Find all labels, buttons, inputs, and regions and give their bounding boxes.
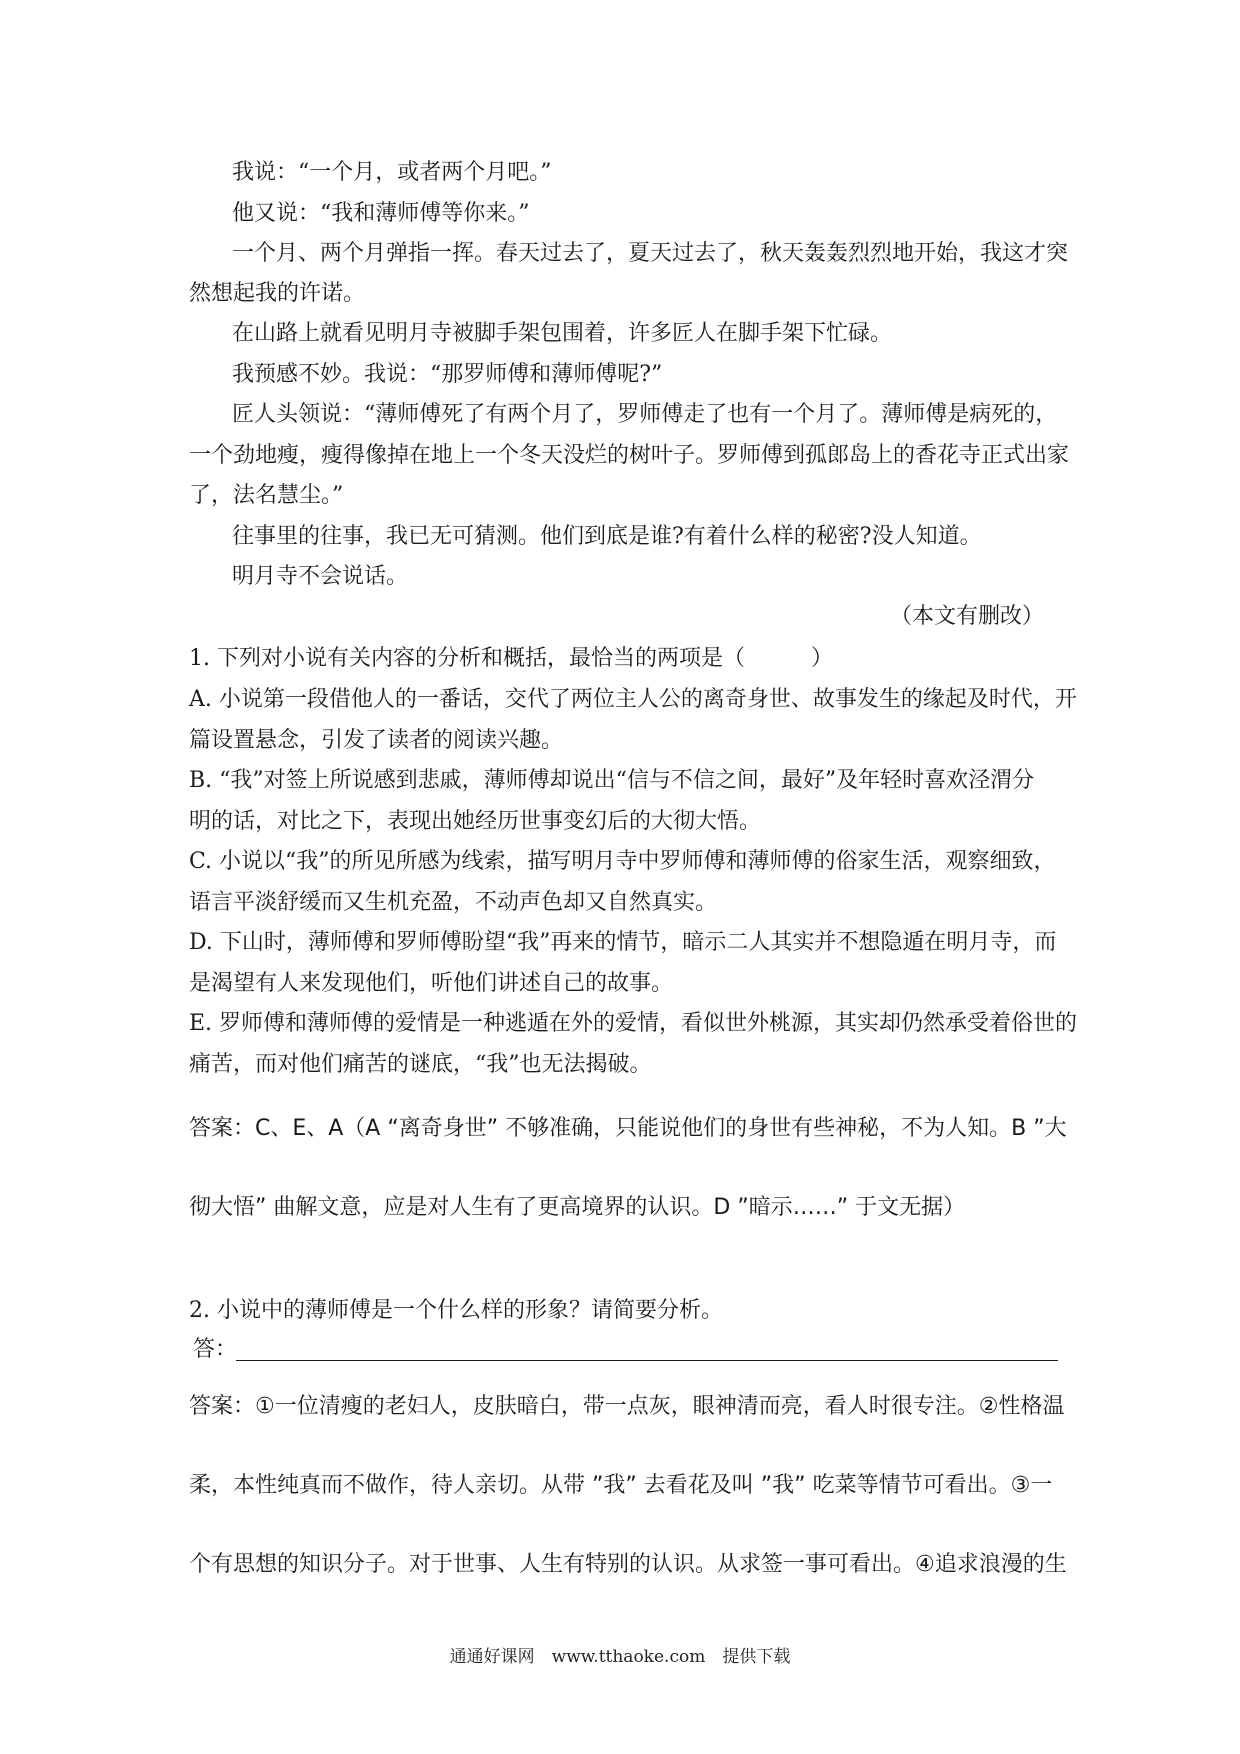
question-1-stem: 1. 下列对小说有关内容的分析和概括，最恰当的两项是（ ） — [189, 646, 833, 671]
story-paragraph: 往事里的往事，我已无可猜测。他们到底是谁?有着什么样的秘密?没人知道。 — [232, 524, 982, 549]
story-paragraph: 在山路上就看见明月寺被脚手架包围着，许多匠人在脚手架下忙碌。 — [232, 321, 893, 346]
page-footer: 通通好课网 www.tthaoke.com 提供下载 — [449, 1647, 791, 1667]
question-2-stem: 2. 小说中的薄师傅是一个什么样的形象？请简要分析。 — [189, 1298, 723, 1323]
source-note: （本文有删改） — [890, 604, 1045, 629]
story-paragraph: 一个劲地瘦，瘦得像掉在地上一个冬天没烂的树叶子。罗师傅到孤郎岛上的香花寺正式出家 — [189, 443, 1070, 468]
question-2-answer: 柔，本性纯真而不做作，待人亲切。从带 ”我” 去看花及叫 ”我” 吃菜等情节可看出。③一 — [189, 1473, 1053, 1498]
story-paragraph: 匠人头领说：“薄师傅死了有两个月了，罗师傅走了也有一个月了。薄师傅是病死的， — [232, 402, 1058, 427]
option-c: C. 小说以“我”的所见所感为线索，描写明月寺中罗师傅和薄师傅的俗家生活，观察细致， — [189, 849, 1056, 874]
question-1-answer: 答案：C、E、A（A “离奇身世” 不够准确，只能说他们的身世有些神秘，不为人知。B ”大 — [189, 1116, 1067, 1141]
answer-blank-line — [236, 1360, 1058, 1361]
story-paragraph: 我说：“一个月，或者两个月吧。” — [232, 160, 552, 185]
option-b: 明的话，对比之下，表现出她经历世事变幻后的大彻大悟。 — [189, 809, 762, 834]
option-d: D. 下山时，薄师傅和罗师傅盼望“我”再来的情节，暗示二人其实并不想隐遁在明月寺，而 — [189, 930, 1057, 955]
question-2-answer: 答案：①一位清瘦的老妇人，皮肤暗白，带一点灰，眼神清而亮，看人时很专注。②性格温 — [189, 1394, 1065, 1419]
answer-prompt: 答： — [193, 1337, 238, 1362]
story-paragraph: 然想起我的许诺。 — [189, 281, 366, 306]
question-2-answer: 个有思想的知识分子。对于世事、人生有特别的认识。从求签一事可看出。④追求浪漫的生 — [189, 1552, 1067, 1577]
story-paragraph: 明月寺不会说话。 — [232, 564, 409, 589]
option-c: 语言平淡舒缓而又生机充盈，不动声色却又自然真实。 — [189, 890, 718, 915]
story-paragraph: 我预感不妙。我说：“那罗师傅和薄师傅呢?” — [232, 362, 663, 387]
story-paragraph: 一个月、两个月弹指一挥。春天过去了，夏天过去了，秋天轰轰烈烈地开始，我这才突 — [232, 241, 1069, 266]
story-paragraph: 他又说：“我和薄师傅等你来。” — [232, 201, 530, 226]
story-paragraph: 了，法名慧尘。” — [189, 483, 344, 508]
question-1-answer: 彻大悟” 曲解文意，应是对人生有了更高境界的认识。D ”暗示……” 于文无据） — [189, 1195, 966, 1220]
option-e: 痛苦，而对他们痛苦的谜底，“我”也无法揭破。 — [189, 1052, 652, 1077]
option-d: 是渴望有人来发现他们，听他们讲述自己的故事。 — [189, 971, 674, 996]
option-e: E. 罗师傅和薄师傅的爱情是一种逃遁在外的爱情，看似世外桃源，其实却仍然承受着俗世的 — [189, 1011, 1078, 1036]
option-a: 篇设置悬念，引发了读者的阅读兴趣。 — [189, 728, 564, 753]
option-a: A. 小说第一段借他人的一番话，交代了两位主人公的离奇身世、故事发生的缘起及时代，开 — [189, 687, 1077, 712]
option-b: B. “我”对签上所说感到悲戚，薄师傅却说出“信与不信之间，最好”及年轻时喜欢泾渭分 — [189, 768, 1035, 793]
